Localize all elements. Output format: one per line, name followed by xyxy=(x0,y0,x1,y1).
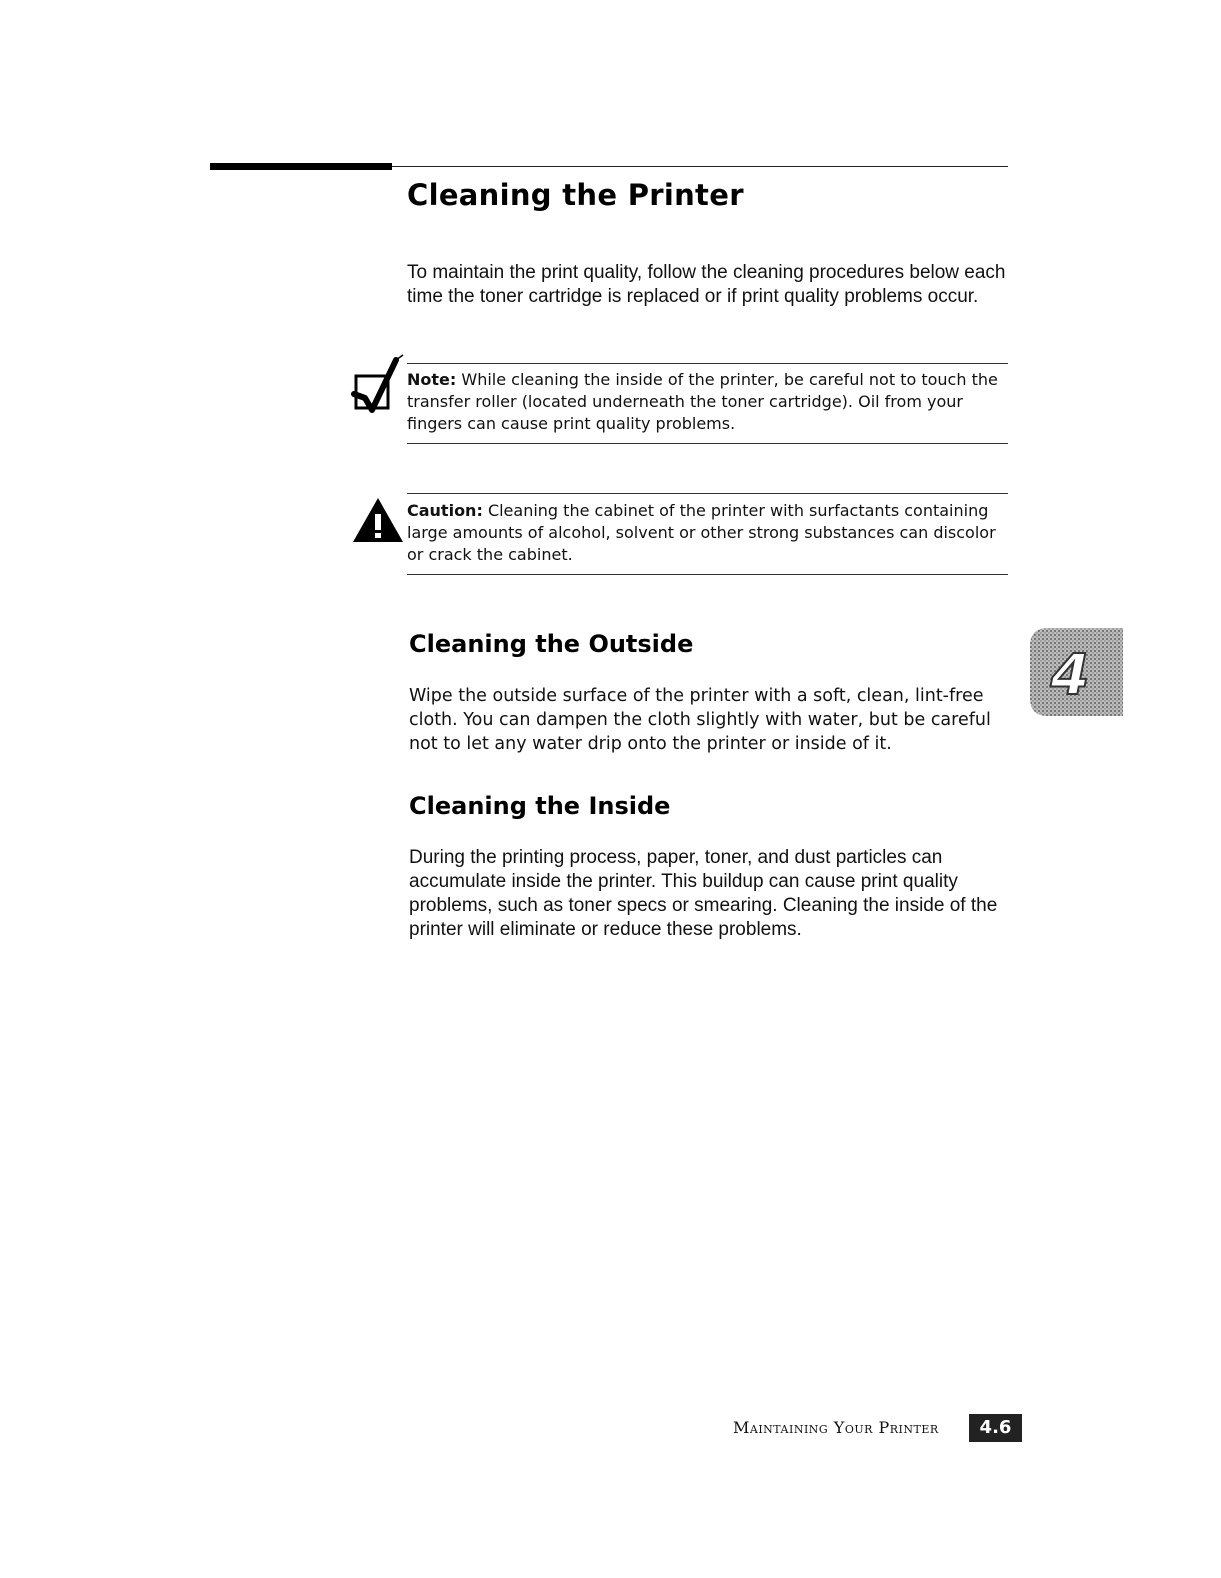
page-title: Cleaning the Printer xyxy=(407,178,744,212)
header-rule-thick xyxy=(210,163,392,170)
section-body-inside: During the printing process, paper, toner, and dust particles can accumulate inside the printer. This buildup can cause print quality problems, such as toner specs or smearing. Cleaning the inside of the printer will eliminate or reduce these problems. xyxy=(409,847,998,940)
section-body-outside: Wipe the outside surface of the printer with a soft, clean, lint-free cloth. You can dampen the cloth slightly with water, but be careful not to let any water drip onto the printer or inside of it. xyxy=(409,686,991,754)
chapter-number: 4 xyxy=(1050,643,1090,708)
page-number-badge: 4.6 xyxy=(969,1414,1022,1442)
caution-text: Cleaning the cabinet of the printer with surfactants containing large amounts of alcohol, solvent or other strong substances can discolor or crack the cabinet. xyxy=(407,501,996,564)
intro-paragraph: To maintain the print quality, follow the cleaning procedures below each time the toner cartridge is replaced or if print quality problems occur. xyxy=(407,262,1006,307)
caution-label: Caution: xyxy=(407,501,483,520)
warning-triangle-icon xyxy=(351,496,405,544)
note-bottom-rule xyxy=(407,443,1008,444)
note-top-rule xyxy=(407,363,1008,364)
footer-title: Maintaining Your Printer xyxy=(733,1418,939,1437)
checkmark-note-icon xyxy=(351,354,407,416)
section-title-inside: Cleaning the Inside xyxy=(409,792,671,820)
caution-callout xyxy=(407,500,1008,566)
note-label: Note: xyxy=(407,370,457,389)
note-text: While cleaning the inside of the printer, be careful not to touch the transfer roller (located underneath the toner cartridge). Oil from your fingers can cause print quality problems. xyxy=(407,370,998,433)
chapter-tab xyxy=(1026,626,1123,716)
header-rule-thin xyxy=(392,166,1008,167)
caution-top-rule xyxy=(407,493,1008,494)
note-callout xyxy=(407,369,1008,435)
caution-bottom-rule xyxy=(407,574,1008,575)
section-title-outside: Cleaning the Outside xyxy=(409,630,694,658)
